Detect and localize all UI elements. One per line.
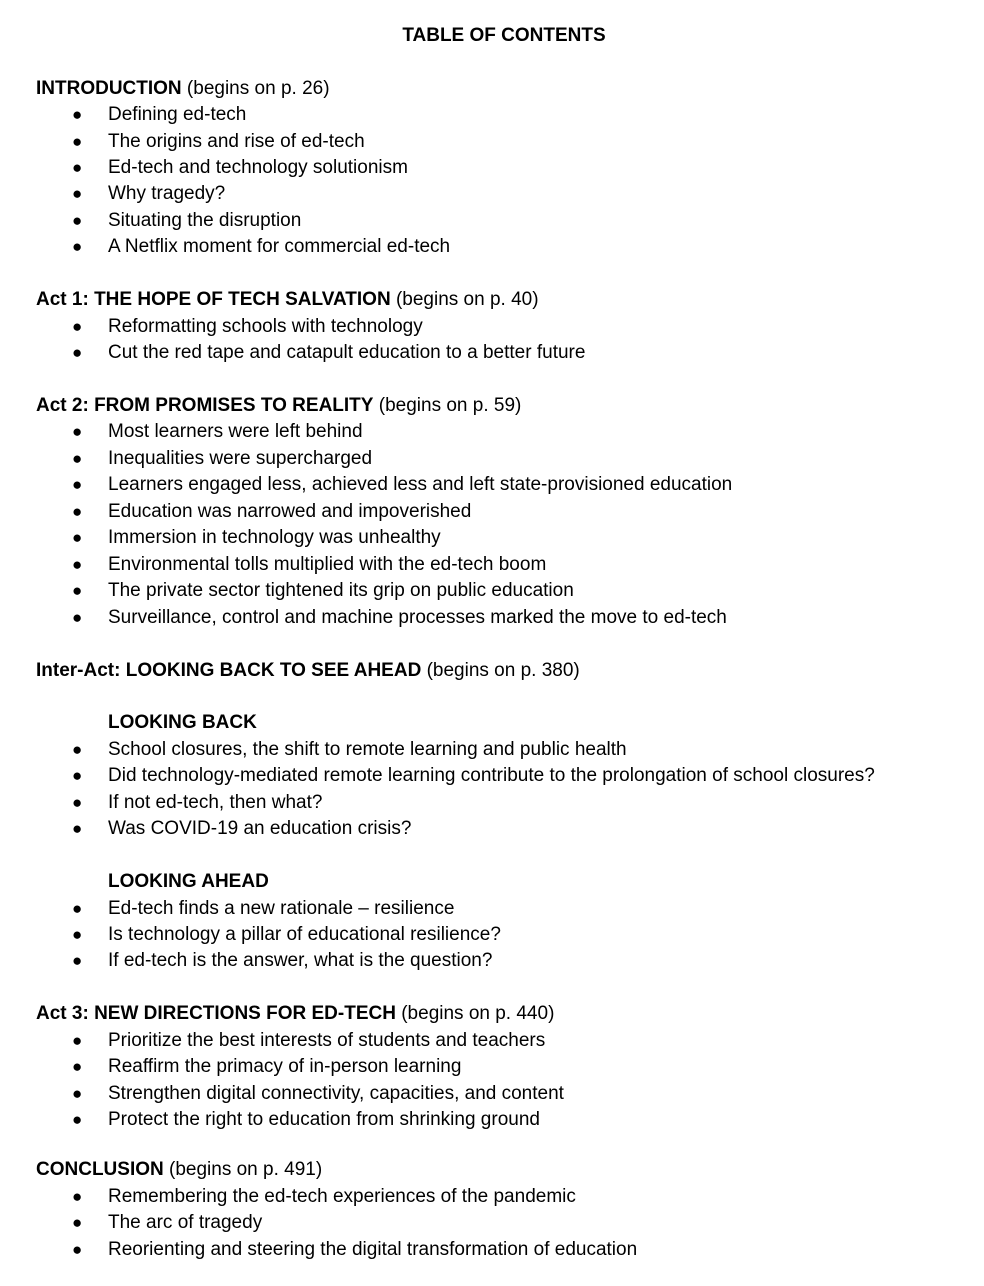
- section-heading-act-2: [36, 394, 521, 418]
- list-item-text: A Netflix moment for commercial ed-tech: [108, 236, 451, 257]
- list-item-text: Did technology-mediated remote learning contribute to the prolongation of school closures?: [108, 765, 875, 786]
- bullet-icon: ●: [72, 475, 83, 494]
- section-heading-introduction: [36, 77, 330, 101]
- bullet-icon: ●: [72, 132, 83, 151]
- list-item-text: Ed-tech finds a new rationale – resilience: [108, 898, 455, 919]
- section-heading-title: Act 2: FROM PROMISES TO REALITY: [36, 395, 374, 416]
- list-item-text: Is technology a pillar of educational resilience?: [108, 924, 501, 945]
- list-item-text: Strengthen digital connectivity, capacities, and content: [108, 1083, 564, 1104]
- list-item-text: The private sector tightened its grip on public education: [108, 580, 574, 601]
- list-item-text: School closures, the shift to remote learning and public health: [108, 739, 627, 760]
- list-item-text: Prioritize the best interests of students and teachers: [108, 1030, 546, 1051]
- list-item-text: Remembering the ed-tech experiences of the pandemic: [108, 1186, 576, 1207]
- bullet-icon: ●: [72, 105, 83, 124]
- bullet-icon: ●: [72, 1057, 83, 1076]
- list-item-text: Situating the disruption: [108, 210, 302, 231]
- list-item-text: Defining ed-tech: [108, 104, 247, 125]
- bullet-icon: ●: [72, 211, 83, 230]
- section-heading-title: CONCLUSION: [36, 1159, 164, 1180]
- bullet-icon: ●: [72, 1110, 83, 1129]
- bullet-icon: ●: [72, 766, 83, 785]
- list-item-text: Cut the red tape and catapult education to a better future: [108, 342, 586, 363]
- list-item-text: Learners engaged less, achieved less and left state-provisioned education: [108, 474, 733, 495]
- list-item-text: Protect the right to education from shrinking ground: [108, 1109, 540, 1130]
- bullet-icon: ●: [72, 1031, 83, 1050]
- section-heading-page-ref: (begins on p. 491): [163, 1159, 323, 1180]
- bullet-icon: ●: [72, 925, 83, 944]
- bullet-icon: ●: [72, 317, 83, 336]
- bullet-icon: ●: [72, 1213, 83, 1232]
- bullet-icon: ●: [72, 502, 83, 521]
- bullet-icon: ●: [72, 184, 83, 203]
- list-item-text: The origins and rise of ed-tech: [108, 131, 365, 152]
- bullet-icon: ●: [72, 608, 83, 627]
- list-item-text: The arc of tragedy: [108, 1212, 263, 1233]
- bullet-icon: ●: [72, 1240, 83, 1259]
- bullet-icon: ●: [72, 581, 83, 600]
- bullet-icon: ●: [72, 819, 83, 838]
- section-heading-title: Act 3: NEW DIRECTIONS FOR ED-TECH: [36, 1003, 396, 1024]
- section-heading-page-ref: (begins on p. 40): [390, 289, 539, 310]
- subsection-heading-looking-ahead: LOOKING AHEAD: [108, 871, 269, 892]
- subsection-heading-looking-back: LOOKING BACK: [108, 712, 257, 733]
- section-heading-page-ref: (begins on p. 26): [181, 78, 330, 99]
- section-heading-act-3: [36, 1002, 554, 1026]
- section-heading-conclusion: [36, 1158, 322, 1182]
- list-item-text: Education was narrowed and impoverished: [108, 501, 472, 522]
- bullet-icon: ●: [72, 1084, 83, 1103]
- list-item-text: Inequalities were supercharged: [108, 448, 373, 469]
- bullet-icon: ●: [72, 528, 83, 547]
- bullet-icon: ●: [72, 237, 83, 256]
- bullet-icon: ●: [72, 343, 83, 362]
- list-item-text: Most learners were left behind: [108, 421, 363, 442]
- bullet-icon: ●: [72, 158, 83, 177]
- bullet-icon: ●: [72, 449, 83, 468]
- section-heading-title: Act 1: THE HOPE OF TECH SALVATION: [36, 289, 391, 310]
- list-item-text: Why tragedy?: [108, 183, 226, 204]
- bullet-icon: ●: [72, 899, 83, 918]
- list-item-text: If not ed-tech, then what?: [108, 792, 323, 813]
- bullet-icon: ●: [72, 951, 83, 970]
- list-item-text: If ed-tech is the answer, what is the question?: [108, 950, 493, 971]
- list-item-text: Was COVID-19 an education crisis?: [108, 818, 412, 839]
- section-heading-title: INTRODUCTION: [36, 78, 182, 99]
- list-item-text: Reaffirm the primacy of in-person learning: [108, 1056, 462, 1077]
- bullet-icon: ●: [72, 740, 83, 759]
- bullet-icon: ●: [72, 422, 83, 441]
- list-item-text: Reorienting and steering the digital transformation of education: [108, 1239, 638, 1260]
- section-heading-inter-act: [36, 659, 580, 683]
- page-title: TABLE OF CONTENTS: [402, 25, 606, 46]
- bullet-icon: ●: [72, 555, 83, 574]
- section-heading-title: Inter-Act: LOOKING BACK TO SEE AHEAD: [36, 660, 422, 681]
- list-item-text: Environmental tolls multiplied with the ed-tech boom: [108, 554, 547, 575]
- bullet-icon: ●: [72, 793, 83, 812]
- list-item-text: Ed-tech and technology solutionism: [108, 157, 408, 178]
- section-heading-page-ref: (begins on p. 440): [395, 1003, 555, 1024]
- section-heading-page-ref: (begins on p. 59): [373, 395, 522, 416]
- list-item-text: Immersion in technology was unhealthy: [108, 527, 441, 548]
- bullet-icon: ●: [72, 1187, 83, 1206]
- list-item-text: Surveillance, control and machine processes marked the move to ed-tech: [108, 607, 727, 628]
- list-item-text: Reformatting schools with technology: [108, 316, 423, 337]
- section-heading-page-ref: (begins on p. 380): [421, 660, 580, 681]
- section-heading-act-1: [36, 288, 539, 312]
